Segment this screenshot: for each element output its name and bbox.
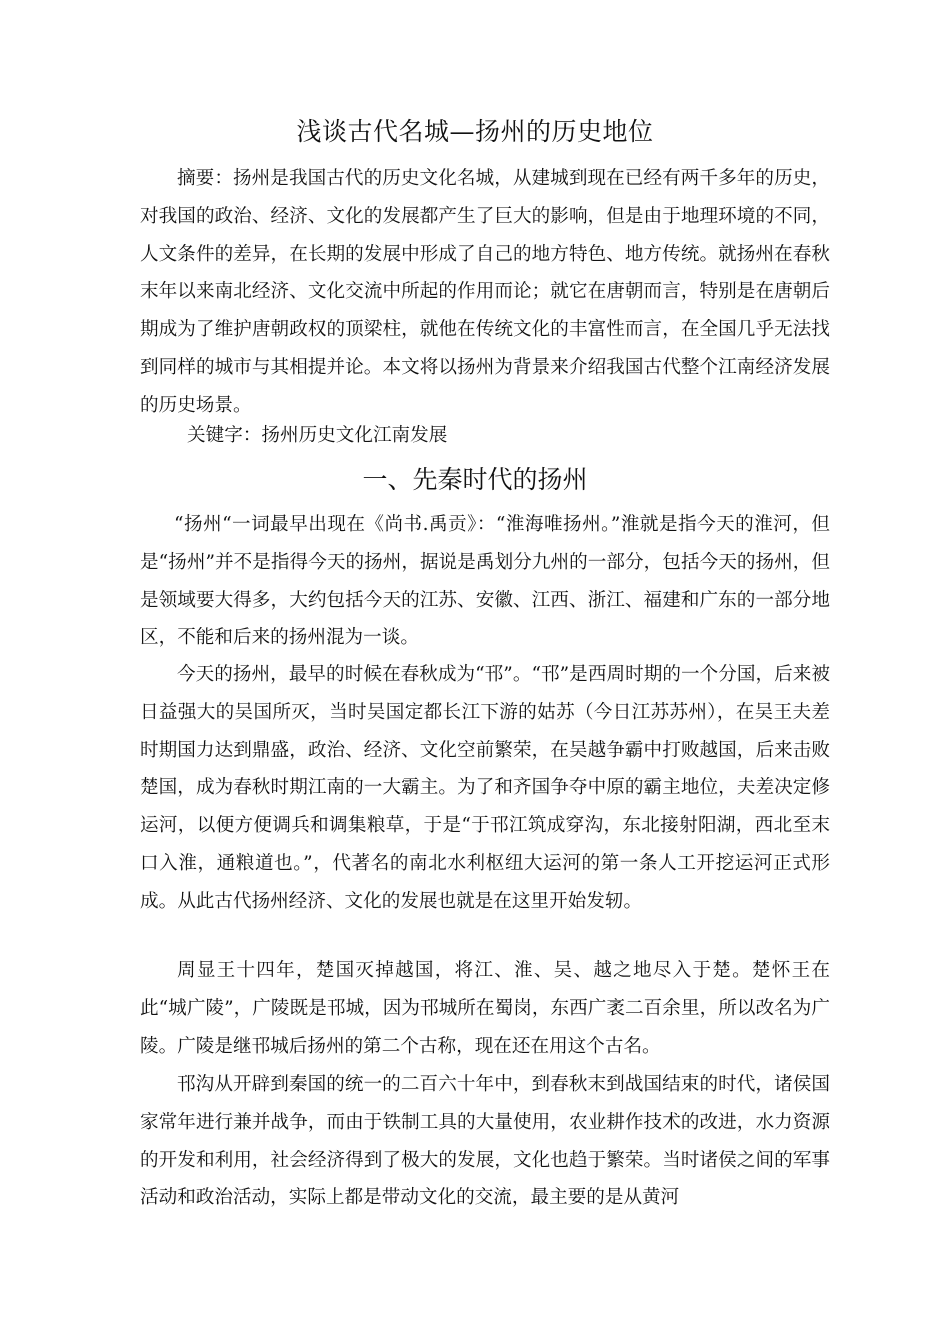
keywords-line: 关键字：扬州历史文化江南发展	[187, 425, 448, 446]
body-paragraph: 邗沟从开辟到秦国的统一的二百六十年中，到春秋末到战国结束的时代，诸侯国家常年进行兼并战争，而由于铁制工具的大量使用，农业耕作技术的改进，水力资源的开发和利用，社会经济得到了极大的发展，文化也趋于繁荣。当时诸侯之间的军事活动和政治活动，实际上都是带动文化的交流，最主要的是从黄河	[140, 1074, 830, 1209]
body-paragraph: 今天的扬州，最早的时候在春秋成为“邗”。“邗”是西周时期的一个分国，后来被日益强大的吴国所灭，当时吴国定都长江下游的姑苏（今日江苏苏州），在吴王夫差时期国力达到鼎盛，政治、经济、文化空前繁荣，在吴越争霸中打败越国，后来击败楚国，成为春秋时期江南的一大霸主。为了和齐国争夺中原的霸主地位，夫差决定修运河，以便方便调兵和调集粮草，于是“于邗江筑成穿沟，东北接射阳湖，西北至末口入淮，通粮道也。”，代著名的南北水利枢纽大运河的第一条人工开挖运河正式形成。从此古代扬州经济、文化的发展也就是在这里开始发轫。	[140, 664, 830, 912]
body-paragraph: 周显王十四年，楚国灭掉越国，将江、淮、吴、越之地尽入于楚。楚怀王在此“城广陵”，广陵既是邗城，因为邗城所在蜀岗，东西广袤二百余里，所以改名为广陵。广陵是继邗城后扬州的第二个古称，现在还在用这个古名。	[140, 960, 830, 1057]
section-heading: 一、先秦时代的扬州	[362, 465, 588, 494]
abstract-paragraph: 摘要：扬州是我国古代的历史文化名城，从建城到现在已经有两千多年的历史，对我国的政治、经济、文化的发展都产生了巨大的影响，但是由于地理环境的不同，人文条件的差异，在长期的发展中形成了自己的地方特色、地方传统。就扬州在春秋末年以来南北经济、文化交流中所起的作用而论；就它在唐朝而言，特别是在唐朝后期成为了维护唐朝政权的顶梁柱，就他在传统文化的丰富性而言，在全国几乎无法找到同样的城市与其相提并论。本文将以扬州为背景来介绍我国古代整个江南经济发展的历史场景。	[140, 168, 830, 416]
body-paragraph: “扬州“一词最早出现在《尚书.禹贡》：“淮海唯扬州。”淮就是指今天的淮河，但是“扬州”并不是指得今天的扬州，据说是禹划分九州的一部分，包括今天的扬州，但是领域要大得多，大约包括今天的江苏、安徽、江西、浙江、福建和广东的一部分地区，不能和后来的扬州混为一谈。	[140, 514, 830, 649]
document-title: 浅谈古代名城—扬州的历史地位	[296, 117, 654, 146]
